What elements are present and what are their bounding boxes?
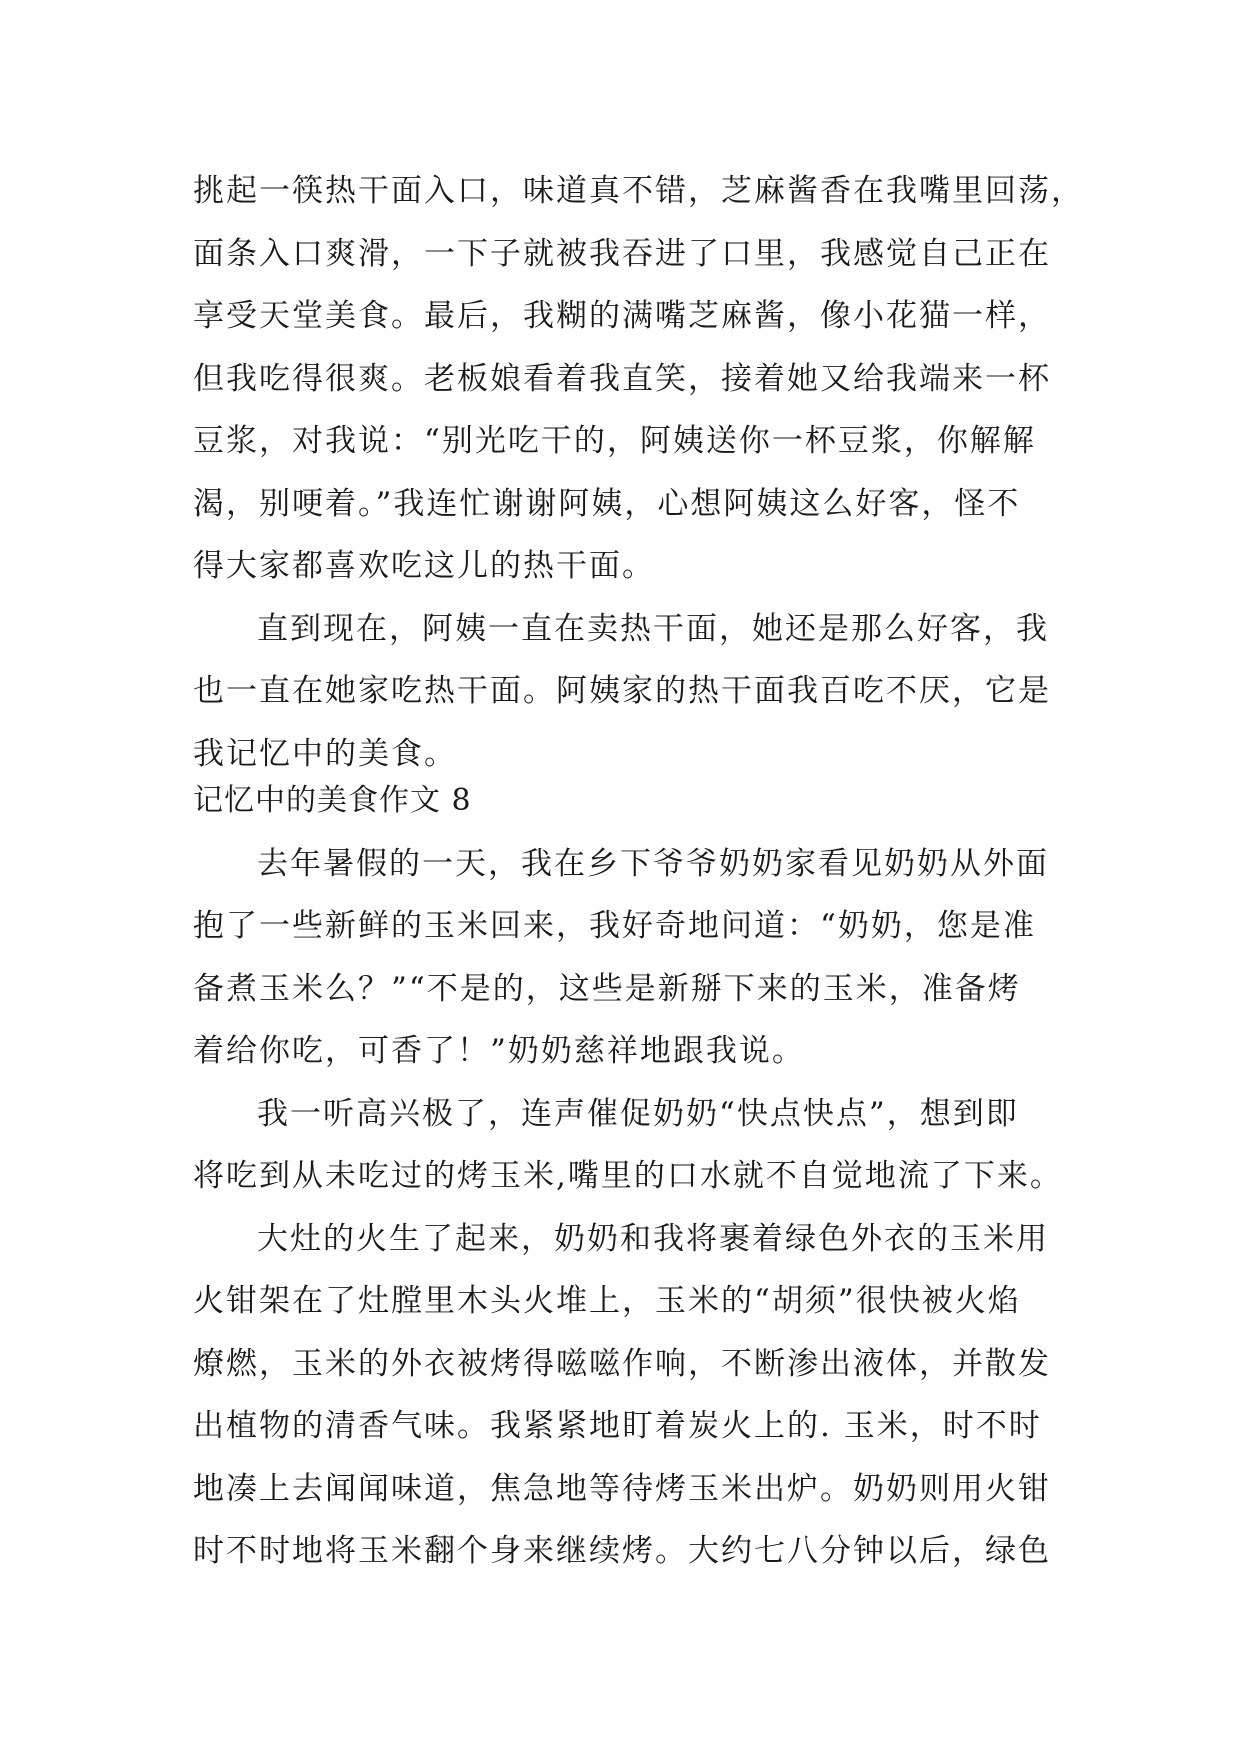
paragraph-start-line: 我一听高兴极了，连声催促奶奶“快点快点”，想到即 [257, 1095, 1019, 1132]
text-line: 抱了一些新鲜的玉米回来，我好奇地问道：“奶奶，您是准 [193, 908, 1036, 944]
text-line: 渴，别哽着。”我连忙谢谢阿姨，心想阿姨这么好客，怪不 [193, 485, 1021, 522]
text-line: 也一直在她家吃热干面。阿姨家的热干面我百吃不厌，它是 [193, 673, 1051, 709]
text-line: 将吃到从未吃过的烤玉米,嘴里的口水就不自觉地流了下来。 [193, 1158, 1063, 1194]
text-line: 得大家都喜欢吃这儿的热干面。 [193, 548, 655, 584]
essay-title: 记忆中的美食作文 8 [193, 783, 472, 818]
text-line: 但我吃得很爽。老板娘看着我直笑，接着她又给我端来一杯 [193, 360, 1051, 397]
text-line: 燎燃，玉米的外衣被烤得嗞嗞作响，不断渗出液体，并散发 [193, 1345, 1051, 1382]
text-line: 时不时地将玉米翻个身来继续烤。大约七八分钟以后，绿色 [193, 1533, 1051, 1569]
text-line: 享受天堂美食。最后，我糊的满嘴芝麻酱，像小花猫一样， [193, 298, 1051, 334]
text-line: 火钳架在了灶膛里木头火堆上，玉米的“胡须”很快被火焰 [193, 1283, 1021, 1319]
paragraph-start-line: 去年暑假的一天，我在乡下爷爷奶奶家看见奶奶从外面 [257, 845, 1049, 882]
text-line: 面条入口爽滑，一下子就被我吞进了口里，我感觉自己正在 [193, 235, 1051, 272]
paragraph-start-line: 大灶的火生了起来，奶奶和我将裹着绿色外衣的玉米用 [257, 1220, 1049, 1257]
text-block-previous-essay [193, 160, 1084, 785]
text-line: 挑起一筷热干面入口，味道真不错，芝麻酱香在我嘴里回荡， [193, 173, 1084, 209]
essay-8-section [193, 770, 1063, 1583]
text-line: 豆浆，对我说：“别光吃干的，阿姨送你一杯豆浆，你解解 [193, 423, 1036, 459]
text-line: 出植物的清香气味。我紧紧地盯着炭火上的. 玉米，时不时 [193, 1408, 1042, 1444]
text-line: 着给你吃，可香了！”奶奶慈祥地跟我说。 [193, 1033, 805, 1069]
text-line: 我记忆中的美食。 [193, 735, 457, 772]
text-line: 地凑上去闻闻味道，焦急地等待烤玉米出炉。奶奶则用火钳 [193, 1470, 1051, 1507]
paragraph-start-line: 直到现在，阿姨一直在卖热干面，她还是那么好客，我 [257, 610, 1049, 647]
text-line: 备煮玉米么？”“不是的，这些是新掰下来的玉米，准备烤 [193, 970, 1021, 1007]
